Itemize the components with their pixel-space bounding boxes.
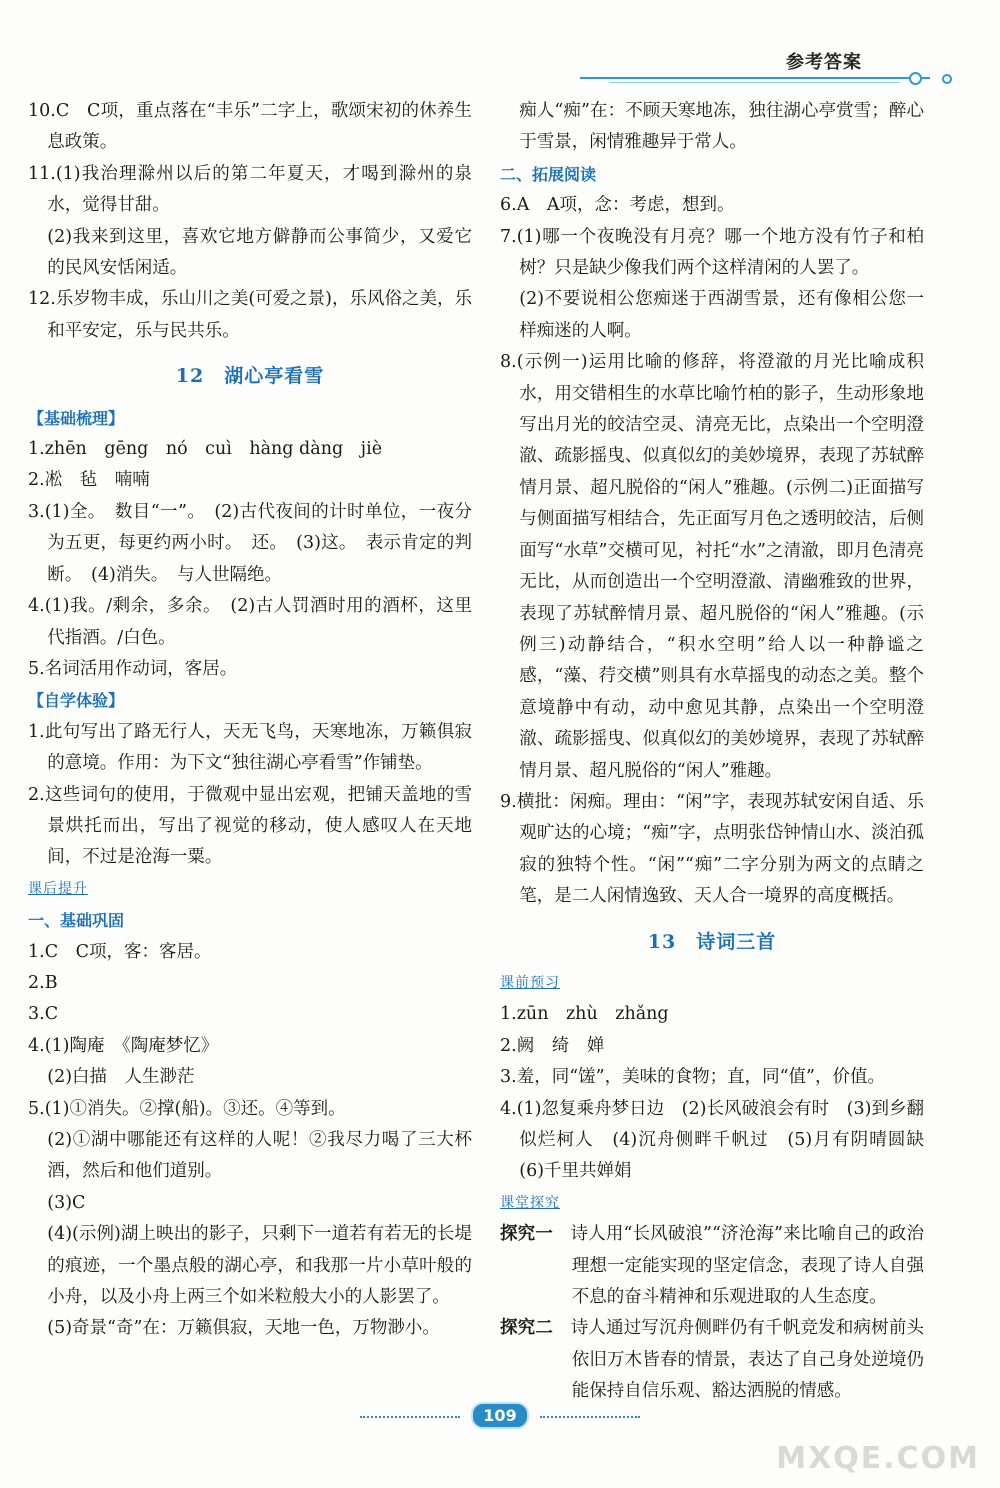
answer-item: 4.(1)陶庵 《陶庵梦忆》 xyxy=(28,1035,219,1056)
answer-item: 7.(1)哪一个夜晚没有月亮？哪一个地方没有竹子和柏树？只是缺少像我们两个这样清闲的人罢了。 xyxy=(500,226,924,279)
section-heading: 【自学体验】 xyxy=(28,691,125,711)
inquiry-item xyxy=(500,1313,924,1407)
left-column xyxy=(28,96,472,1345)
header-circle-icon xyxy=(909,72,922,85)
answer-item: 9.横批：闲痴。理由：“闲”字，表现苏轼安闲自适、乐观旷达的心境；“痴”字，点明张岱钟情山水、淡泊孤寂的独特个性。“闲”“痴”二字分别为两文的点睛之笔，是二人闲情逸致、天人合一境界的高度概括。 xyxy=(500,791,924,907)
lesson-title: 12 湖心亭看雪 xyxy=(175,365,325,388)
answer-item: 2.这些词句的使用，于微观中显出宏观，把铺天盖地的雪景烘托而出，写出了视觉的移动，使人感叹人在天地间，不过是沧海一粟。 xyxy=(28,784,472,868)
answer-item: (2)①湖中哪能还有这样的人呢！②我尽力喝了三大杯酒，然后和他们道别。 xyxy=(47,1130,472,1182)
footer-dots-right xyxy=(540,1416,640,1418)
section-tag: 课堂探究 xyxy=(500,1194,560,1211)
header-title: 参考答案 xyxy=(786,52,862,73)
answer-item: 1.zhēn gēng nó cuì hàng dàng jiè xyxy=(28,439,383,460)
answer-item: 4.(1)忽复乘舟梦日边 (2)长风破浪会有时 (3)到乡翻似烂柯人 (4)沉舟侧畔千帆过 (5)月有阴晴圆缺 (6)千里共婵娟 xyxy=(500,1098,942,1182)
answer-item: (2)不要说相公您痴迷于西湖雪景，还有像相公您一样痴迷的人啊。 xyxy=(519,289,924,341)
inquiry-label: 探究一 xyxy=(500,1224,553,1245)
answer-item: 10.C C项，重点落在“丰乐”二字上，歌颂宋初的休养生息政策。 xyxy=(28,101,472,153)
answer-item: 4.(1)我。/剩余，多余。 (2)古人罚酒时用的酒杯，这里代指酒。/白色。 xyxy=(28,596,472,648)
section-heading: 【基础梳理】 xyxy=(28,408,125,428)
answer-item: (5)奇景“奇”在：万籁俱寂，天地一色，万物渺小。 xyxy=(47,1318,440,1339)
footer-dots-left xyxy=(360,1416,460,1418)
answer-item: 2.凇 毡 喃喃 xyxy=(28,470,150,491)
answer-item: 1.C C项，客：客居。 xyxy=(28,941,212,962)
answer-item: 2.阙 绮 婵 xyxy=(500,1035,605,1056)
right-column xyxy=(500,96,942,1408)
inquiry-item xyxy=(500,1219,924,1313)
page-number: 109 xyxy=(471,1402,528,1429)
section-tag: 课前预习 xyxy=(500,974,560,991)
watermark: MXQE.COM xyxy=(776,1441,980,1476)
answer-item: 11.(1)我治理滁州以后的第二年夏天，才喝到滁州的泉水，觉得甘甜。 xyxy=(28,163,472,216)
answer-item: (3)C xyxy=(47,1192,86,1213)
inquiry-text: 诗人用“长风破浪”“济沧海”来比喻自己的政治理想一定能实现的坚定信念，表现了诗人自强不息的奋斗精神和乐观进取的人生态度。 xyxy=(570,1224,925,1308)
answer-item: 3.C xyxy=(28,1004,59,1025)
lesson-title: 13 诗词三首 xyxy=(647,930,777,953)
answer-item: 3.(1)全。 数目“一”。 (2)古代夜间的计时单位，一夜分为五更，每更约两小时。 还。 (3)这。 表示肯定的判断。 (4)消失。 与人世隔绝。 xyxy=(28,501,472,585)
answer-item: 3.羞，同“馐”，美味的食物；直，同“值”，价值。 xyxy=(500,1067,885,1088)
answer-item: (2)我来到这里，喜欢它地方僻静而公事简少，又爱它的民风安恬闲适。 xyxy=(47,226,472,279)
section-tag: 课后提升 xyxy=(28,880,88,897)
answer-item: (2)白描 人生渺茫 xyxy=(47,1067,195,1088)
answer-item: 8.(示例一)运用比喻的修辞，将澄澈的月光比喻成积水，用交错相生的水草比喻竹柏的影子，生动形象地写出月光的皎洁空灵、清亮无比，点染出一个空明澄澈、疏影摇曳、似真似幻的美妙境界，表现了苏轼醉情月景、超凡脱俗的“闲人”雅趣。(示例二)正面描写与侧面描写相结合，先正面写月色之透明皎洁，后侧面写“水草”交横可见，衬托“水”之清澈，即月色清亮无比，从而创造出一个空明澄澈、清幽雅致的世界，表现了苏轼醉情月景、超凡脱俗的“闲人”雅趣。(示例三)动静结合，“积水空明”给人以一种静谧之感，“藻、荇交横”则具有水草摇曳的动态之美。整个意境静中有动，动中愈见其静，点染出一个空明澄澈、疏影摇曳、似真似幻的美妙境界，表现了苏轼醉情月景、超凡脱俗的“闲人”雅趣。 xyxy=(500,352,924,781)
section-heading: 二、拓展阅读 xyxy=(500,164,597,184)
inquiry-text: 诗人通过写沉舟侧畔仍有千帆竞发和病树前头依旧万木皆春的情景，表达了自己身处逆境仍能保持自信乐观、豁达洒脱的情感。 xyxy=(570,1318,925,1402)
page-footer xyxy=(0,1402,1000,1429)
section-heading: 一、基础巩固 xyxy=(28,911,125,931)
answer-item: 12.乐岁物丰成，乐山川之美(可爱之景)，乐风俗之美，乐和平安定，乐与民共乐。 xyxy=(28,289,472,341)
header-rule xyxy=(580,77,930,79)
answer-item: 5.(1)①消失。②撑(船)。③还。④等到。 xyxy=(28,1098,346,1119)
page-header xyxy=(520,44,1000,94)
answer-item: 6.A A项，念：考虑，想到。 xyxy=(500,195,735,216)
answer-item: 1.此句写出了路无行人，天无飞鸟，天寒地冻，万籁俱寂的意境。作用：为下文“独往湖心亭看雪”作铺垫。 xyxy=(28,721,472,774)
answer-item: 2.B xyxy=(28,972,58,993)
header-rule-thin xyxy=(610,82,900,83)
answer-item: 1.zūn zhù zhǎng xyxy=(500,1004,669,1025)
inquiry-label: 探究二 xyxy=(500,1318,554,1339)
answer-item: 痴人“痴”在：不顾天寒地冻，独往湖心亭赏雪；醉心于雪景，闲情雅趣异于常人。 xyxy=(519,101,924,153)
answer-item: (4)(示例)湖上映出的影子，只剩下一道若有若无的长堤的痕迹，一个墨点般的湖心亭，和我那一片小草叶般的小舟，以及小舟上两三个如米粒般大小的人影罢了。 xyxy=(47,1224,472,1308)
answer-item: 5.名词活用作动词，客居。 xyxy=(28,658,238,679)
header-circle-icon xyxy=(942,74,952,84)
